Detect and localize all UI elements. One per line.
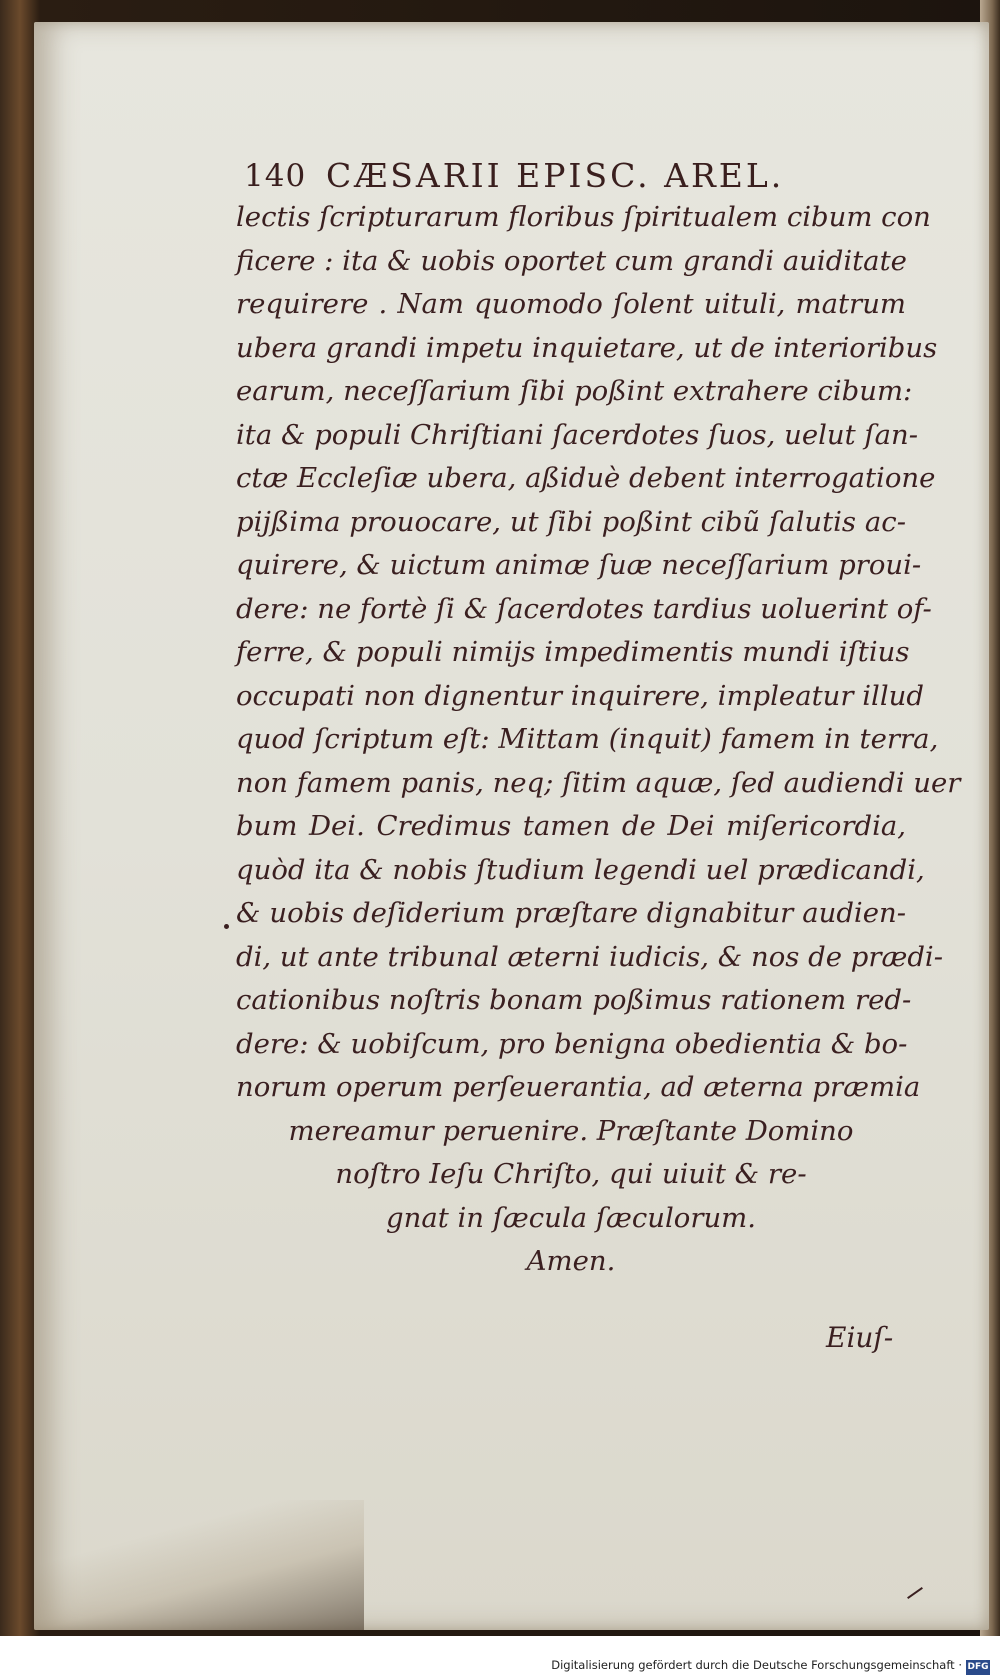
closing-line: noſtro Ieſu Chriſto, qui uiuit & re- — [335, 1158, 807, 1190]
closing-line: mereamur peruenire. Præſtante Domino — [288, 1114, 854, 1147]
page-fold-shadow — [34, 1500, 364, 1630]
ink-speck — [224, 924, 229, 929]
text-line: requirere . Nam quomodo ſolent uituli, matrum — [236, 288, 906, 320]
text-line: dere: ne fortè ſi & ſacerdotes tardius uoluerint of- — [236, 592, 932, 625]
funding-credit: Digitalisierung gefördert durch die Deutsche Forschungsgemeinschaft · — [551, 1658, 962, 1672]
dfg-logo: DFG — [966, 1660, 990, 1675]
text-line: ita & populi Chriſtiani ſacerdotes ſuos, uelut ſan- — [236, 418, 919, 451]
text-line: quòd ita & nobis ſtudium legendi uel prædicandi, — [236, 853, 925, 886]
text-line: cationibus noſtris bonam poßimus rationem red- — [236, 984, 912, 1016]
closing-line: gnat in ſæcula ſæculorum. — [386, 1201, 756, 1234]
text-line: norum operum perſeuerantia, ad æterna præmia — [236, 1071, 921, 1103]
catchword: Eiuſ- — [826, 1321, 894, 1354]
text-line: di, ut ante tribunal æterni iudicis, & nos de prædi- — [236, 940, 944, 973]
text-line: ubera grandi impetu inquietare, ut de interioribus — [236, 331, 938, 364]
text-line: & uobis deſiderium præſtare dignabitur audien- — [236, 897, 906, 929]
closing-amen: Amen. — [526, 1245, 616, 1277]
text-line: occupati non dignentur inquirere, impleatur illud — [236, 679, 924, 712]
text-line: bum Dei. Credimus tamen de Dei miſericordia, — [236, 810, 906, 842]
body-text — [236, 196, 961, 1284]
text-line: quod ſcriptum eſt: Mittam (inquit) famem in terra, — [236, 723, 939, 755]
text-line: lectis ſcripturarum floribus ſpiritualem cibum con — [236, 201, 931, 233]
running-head: CÆSARII EPISC. AREL. — [326, 156, 785, 195]
text-line: ficere : ita & uobis oportet cum grandi auiditate — [236, 244, 907, 277]
footer-bar — [0, 1636, 1000, 1680]
text-line: dere: & uobiſcum, pro benigna obedientia & bo- — [236, 1027, 908, 1060]
text-line: pijßima prouocare, ut ſibi poßint cibũ ſalutis ac- — [236, 505, 906, 538]
page-header — [244, 156, 864, 200]
text-line: ferre, & populi nimijs impedimentis mundi iſtius — [236, 636, 910, 668]
text-line: quirere, & uictum animæ ſuæ neceſſarium proui- — [236, 549, 922, 581]
text-line: earum, neceſſarium ſibi poßint extrahere cibum: — [236, 375, 913, 407]
text-line: non famem panis, neq; ſitim aquæ, ſed audiendi uer — [236, 766, 961, 799]
text-line: ctæ Eccleſiæ ubera, aßiduè debent interrogatione — [236, 462, 936, 494]
page-number: 140 — [244, 158, 307, 194]
